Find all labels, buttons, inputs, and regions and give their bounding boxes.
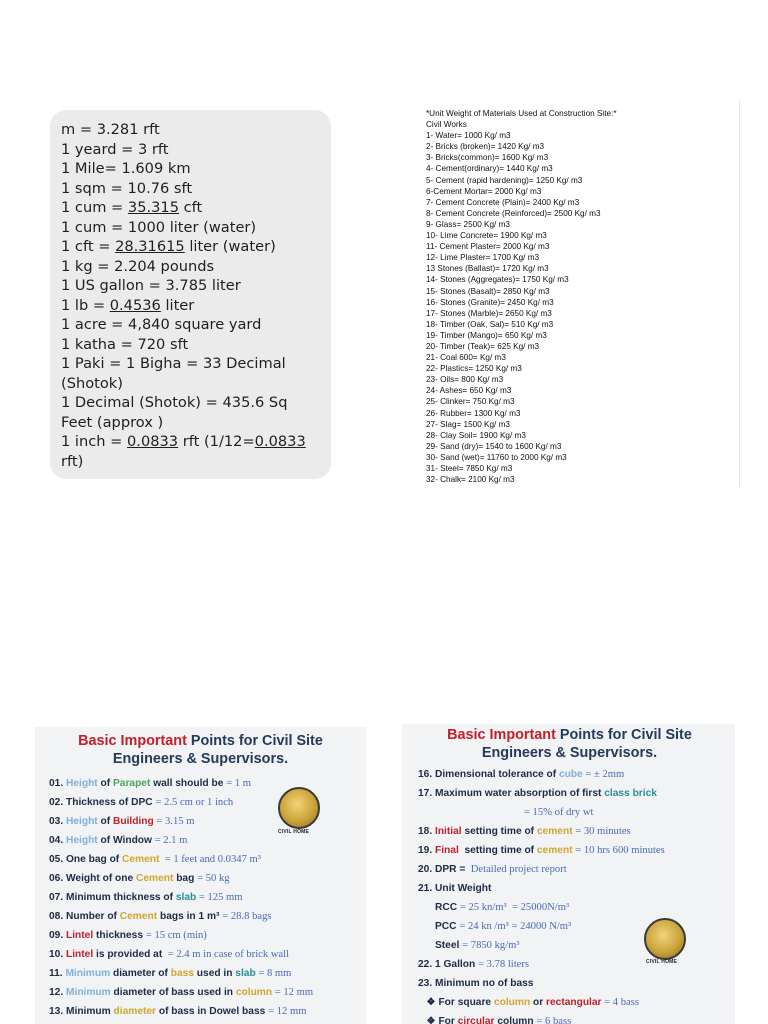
point-text: thickness: [93, 930, 146, 941]
point-text: Window: [112, 835, 152, 846]
point-text: Lintel: [66, 949, 94, 960]
conversion-line: 1 Decimal (Shotok) = 435.6 Sq: [61, 394, 288, 411]
unit-weight-line: 20- Timber (Teak)= 625 Kg/ m3: [426, 341, 540, 351]
point-text: 23. Minimum no of bass: [418, 978, 534, 989]
civil-home-logo-icon: [278, 787, 320, 829]
point-text: Height: [66, 835, 98, 846]
unit-weight-line: 30- Sand (wet)= 11760 to 2000 Kg/ m3: [426, 452, 567, 462]
point-text: Final: [435, 845, 459, 856]
conversion-value: 28.31615: [115, 238, 185, 255]
point-text: Cement: [135, 873, 174, 884]
point-text: 06.: [49, 873, 66, 884]
point-text: 16. Dimensional tolerance of: [418, 769, 559, 780]
unit-weight-line: 22- Plastics= 1250 Kg/ m3: [426, 364, 522, 374]
point-text: diameter of bass used in: [110, 987, 236, 998]
unit-weight-line: 29- Sand (dry)= 1540 to 1600 Kg/ m3: [426, 441, 562, 451]
conversion-line: [61, 296, 321, 316]
point-text: Lintel: [66, 930, 94, 941]
conversion-line: rft): [61, 452, 84, 470]
point-text: Initial: [435, 826, 462, 837]
point-text: = 6 bass: [536, 1016, 572, 1024]
point-text: circular: [457, 1016, 495, 1024]
point-text: Building: [112, 816, 154, 827]
card2-title: [418, 726, 735, 762]
point-item: [49, 774, 366, 793]
point-text: cement: [536, 826, 573, 837]
unit-weight-heading: *Unit Weight of Materials Used at Construction Site:*: [426, 109, 617, 118]
point-text: 01.: [49, 778, 66, 789]
point-item: [49, 926, 366, 945]
point-text: column: [494, 1016, 537, 1024]
unit-weight-line: 19- Timber (Mango)= 650 Kg/ m3: [426, 330, 547, 340]
point-item: [418, 898, 735, 917]
point-text: 17. Maximum water absorption of first: [418, 788, 605, 799]
conversion-line: [61, 198, 321, 218]
point-text: 10.: [49, 949, 66, 960]
point-text: Minimum: [66, 1006, 114, 1017]
logo-caption: CIVIL HOME: [278, 829, 310, 835]
card1-title-highlight: Basic Important: [78, 733, 187, 749]
point-item: [49, 945, 366, 964]
point-text: cement: [536, 845, 573, 856]
point-text: = 4 bass: [601, 997, 639, 1008]
unit-weight-line: 27- Slag= 1500 Kg/ m3: [426, 419, 510, 429]
unit-weight-line: 17- Stones (Marble)= 2650 Kg/ m3: [426, 308, 552, 318]
point-text: slab: [235, 968, 256, 979]
unit-weight-line: 11- Cement Plaster= 2000 Kg/ m3: [426, 242, 550, 252]
conversion-line: 1 sqm = 10.76 sft: [61, 179, 193, 197]
conversion-line: 1 Mile= 1.609 km: [61, 160, 191, 177]
point-text: of: [97, 778, 113, 789]
point-text: 07.: [49, 892, 66, 903]
unit-weight-line: 12- Lime Plaster= 1700 Kg/ m3: [426, 253, 540, 263]
point-text: = 10 hrs 600 minutes: [572, 845, 665, 856]
point-item: [418, 974, 735, 993]
unit-weight-line: 24- Ashes= 650 Kg/ m3: [426, 386, 512, 396]
point-text: bags in 1 m³: [157, 911, 223, 922]
conversion-line: [61, 237, 321, 257]
card1-title: [49, 732, 366, 768]
point-item: [418, 955, 735, 974]
point-text: Thickness of DPC: [66, 797, 156, 808]
civil-points-card-1: [35, 727, 366, 1024]
point-text: wall should be: [150, 778, 227, 789]
unit-weight-line: 16- Stones (Granite)= 2450 Kg/ m3: [426, 297, 554, 307]
point-item: [49, 831, 366, 850]
point-item: [49, 850, 366, 869]
unit-weight-line: 15- Stones (Basalt)= 2850 Kg/ m3: [426, 286, 550, 296]
point-text: Number of: [66, 911, 120, 922]
point-text: = 8 mm: [255, 968, 292, 979]
point-text: bass: [170, 968, 194, 979]
point-text: 21. Unit Weight: [418, 883, 492, 894]
unit-weight-line: 23- Oils= 800 Kg/ m3: [426, 375, 504, 385]
conversion-value: 35.315: [127, 199, 179, 216]
conversion-list: [61, 120, 321, 471]
conversion-value: 0.0833: [254, 433, 306, 450]
card1-title-rest: Points for Civil Site: [186, 733, 323, 749]
unit-weight-line: 10- Lime Concrete= 1900 Kg/ m3: [426, 231, 547, 241]
point-text: One bag of: [66, 854, 123, 865]
point-item: [49, 888, 366, 907]
point-text: used in: [193, 968, 236, 979]
unit-weight-line: 8- Cement Concrete (Reinforced)= 2500 Kg/ m3: [426, 208, 601, 218]
point-text: RCC: [418, 902, 460, 913]
conversion-line: 1 yeard = 3 rft: [61, 140, 169, 158]
point-text: = 25 kn/m³ = 25000N/m³: [459, 902, 570, 913]
point-text: 04.: [49, 835, 66, 846]
point-text: = 7850 kg/m³: [462, 940, 520, 951]
point-text: or: [530, 997, 547, 1008]
point-item: [49, 907, 366, 926]
conversion-line: 1 katha = 720 sft: [61, 335, 189, 353]
point-text: = 1 m: [226, 778, 252, 789]
point-text: is provided at: [93, 949, 166, 960]
point-text: column: [235, 987, 273, 998]
point-text: = 12 mm: [272, 987, 314, 998]
point-text: = 15 cm (min): [145, 930, 207, 941]
point-text: 12.: [49, 987, 66, 998]
unit-weight-line: 25- Clinker= 750 Kg/ m3: [426, 397, 515, 407]
point-item: [418, 860, 735, 879]
point-text: = 50 kg: [197, 873, 230, 884]
point-text: Height: [66, 778, 98, 789]
unit-weight-line: 26- Rubber= 1300 Kg/ m3: [426, 408, 521, 418]
point-text: slab: [175, 892, 197, 903]
point-item: [418, 784, 735, 803]
point-text: 13.: [49, 1006, 66, 1017]
point-item: [418, 879, 735, 898]
point-item: [418, 993, 735, 1012]
point-text: 20. DPR =: [418, 864, 469, 875]
point-text: setting time of: [458, 845, 537, 856]
unit-weight-line: 3- Bricks(common)= 1600 Kg/ m3: [426, 153, 549, 163]
unit-weight-document: [421, 100, 740, 486]
unit-weight-line: 6-Cement Mortar= 2000 Kg/ m3: [426, 186, 542, 196]
point-item: [418, 841, 735, 860]
unit-weight-line: 13 Stones (Ballast)= 1720 Kg/ m3: [426, 264, 549, 274]
unit-weight-line: 18- Timber (Oak, Sal)= 510 Kg/ m3: [426, 319, 554, 329]
point-text: Weight of one: [66, 873, 136, 884]
unit-weight-line: 7- Cement Concrete (Plain)= 2400 Kg/ m3: [426, 197, 580, 207]
unit-conversion-bubble: [50, 110, 331, 479]
point-text: diameter of: [110, 968, 171, 979]
point-text: Parapet: [112, 778, 151, 789]
point-text: 22. 1 Gallon: [418, 959, 479, 970]
point-text: 05.: [49, 854, 66, 865]
point-text: Minimum: [66, 987, 111, 998]
conversion-text: cft: [179, 199, 203, 216]
point-text: = 3.15 m: [153, 816, 195, 827]
conversion-line: Feet (approx ): [61, 413, 164, 431]
point-text: diameter: [113, 1006, 157, 1017]
conversion-line: (Shotok): [61, 374, 123, 392]
point-text: of bass in Dowel bass: [156, 1006, 269, 1017]
point-text: = 15% of dry wt: [418, 807, 594, 818]
point-text: = 125 mm: [196, 892, 243, 903]
point-text: 02.: [49, 797, 66, 808]
point-text: Cement: [119, 911, 158, 922]
point-text: PCC: [418, 921, 460, 932]
point-text: = 2.1 m: [151, 835, 188, 846]
unit-weight-line: 1- Water= 1000 Kg/ m3: [426, 131, 511, 141]
conversion-text: rft (1/12=: [178, 433, 255, 450]
conversion-text: liter: [160, 296, 195, 314]
conversion-line: 1 US gallon = 3.785 liter: [61, 277, 241, 294]
card2-points-list: [418, 765, 735, 1024]
conversion-text: liter (water): [184, 238, 276, 255]
unit-weight-list: [426, 108, 739, 485]
card2-title-rest: Points for Civil Site: [555, 727, 692, 743]
civil-home-logo-icon: [644, 918, 686, 960]
point-text: Detailed project report: [468, 864, 567, 875]
point-text: = 2.4 m in case of brick wall: [165, 949, 290, 960]
unit-weight-line: 2- Bricks (broken)= 1420 Kg/ m3: [426, 142, 545, 152]
point-text: 08.: [49, 911, 66, 922]
point-text: = 28.8 bags: [222, 911, 272, 922]
unit-weight-line: 21- Coal 600= Kg/ m3: [426, 353, 506, 363]
point-item: [418, 803, 735, 822]
point-text: of: [97, 816, 113, 827]
point-text: ❖ For: [418, 1016, 458, 1024]
point-text: = ± 2mm: [582, 769, 625, 780]
conversion-value: 0.0833: [127, 433, 179, 450]
point-text: = 30 minutes: [572, 826, 631, 837]
conversion-line: [61, 432, 321, 452]
point-text: setting time of: [461, 826, 537, 837]
conversion-line: m = 3.281 rft: [61, 121, 160, 138]
point-item: [49, 983, 366, 1002]
point-text: = 2.5 cm or 1 inch: [155, 797, 234, 808]
point-text: Height: [66, 816, 98, 827]
point-item: [49, 1002, 366, 1021]
point-item: [418, 1012, 735, 1024]
conversion-text: 1 lb =: [61, 296, 110, 314]
unit-weight-line: 9- Glass= 2500 Kg/ m3: [426, 219, 510, 229]
point-text: of: [97, 835, 113, 846]
point-text: Minimum thickness of: [66, 892, 176, 903]
point-text: 19.: [418, 845, 435, 856]
point-text: = 24 kn /m³ = 24000 N/m³: [459, 921, 572, 932]
point-text: column: [493, 997, 531, 1008]
conversion-line: 1 cum = 1000 liter (water): [61, 218, 257, 236]
civil-points-card-2: [402, 724, 735, 1024]
point-item: [418, 765, 735, 784]
point-text: = 3.78 liters: [478, 959, 530, 970]
point-text: Steel: [418, 940, 463, 951]
conversion-line: 1 Paki = 1 Bigha = 33 Decimal: [61, 355, 286, 372]
point-text: rectangular: [546, 997, 602, 1008]
point-text: Minimum: [65, 968, 111, 979]
point-item: [49, 869, 366, 888]
point-text: 03.: [49, 816, 66, 827]
unit-weight-line: 32- Chalk= 2100 Kg/ m3: [426, 475, 515, 485]
unit-weight-line: 31- Steel= 7850 Kg/ m3: [426, 464, 513, 473]
conversion-line: 1 acre = 4,840 square yard: [61, 316, 262, 333]
point-item: [418, 936, 735, 955]
card1-title-line2: Engineers & Supervisors.: [112, 751, 289, 767]
logo-caption: CIVIL HOME: [646, 959, 678, 965]
point-item: [418, 917, 735, 936]
point-text: 09.: [49, 930, 66, 941]
unit-weight-line: 4- Cement(ordinary)= 1440 Kg/ m3: [426, 164, 553, 174]
point-text: Cement: [122, 854, 160, 865]
point-text: 18.: [418, 826, 435, 837]
point-text: cube: [558, 769, 583, 780]
point-text: = 12 mm: [268, 1006, 307, 1017]
card2-title-line2: Engineers & Supervisors.: [481, 745, 658, 761]
point-item: [49, 964, 366, 983]
unit-weight-line: 28- Clay Soil= 1900 Kg/ m3: [426, 430, 526, 440]
point-text: = 1 feet and 0.0347 m³: [159, 854, 261, 865]
conversion-text: 1 cft =: [61, 238, 116, 255]
card2-title-highlight: Basic Important: [447, 727, 556, 743]
conversion-value: 0.4536: [109, 296, 161, 314]
point-text: 11.: [49, 968, 66, 979]
conversion-text: 1 inch =: [61, 433, 128, 450]
unit-weight-line: 14- Stones (Aggregates)= 1750 Kg/ m3: [426, 275, 569, 285]
conversion-text: 1 cum =: [61, 199, 128, 216]
conversion-line: 1 kg = 2.204 pounds: [61, 257, 215, 275]
point-text: class brick: [604, 788, 657, 799]
unit-weight-line: 5- Cement (rapid hardening)= 1250 Kg/ m3: [426, 175, 583, 185]
point-text: bag: [173, 873, 198, 884]
point-item: [418, 822, 735, 841]
unit-weight-line: Civil Works: [426, 120, 467, 130]
point-text: ❖ For square: [418, 997, 494, 1008]
